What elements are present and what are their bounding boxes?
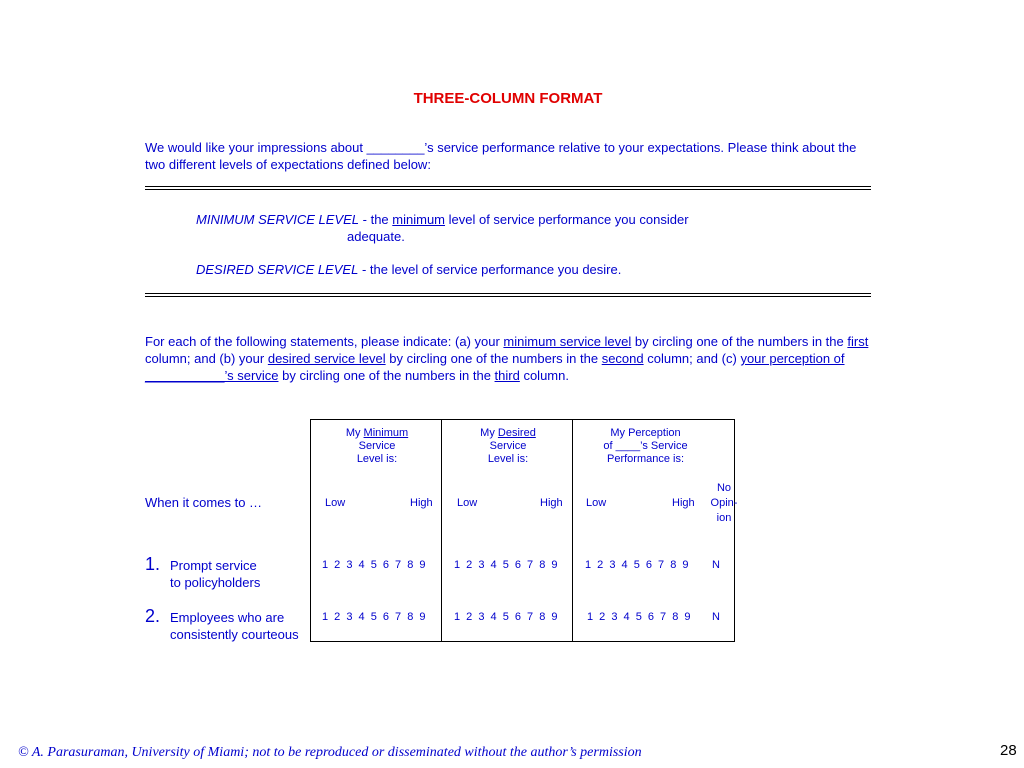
no-opinion-header — [704, 481, 744, 526]
header-minimum — [312, 427, 442, 466]
header-minimum-line2: Service — [358, 440, 396, 452]
minimum-definition — [196, 211, 689, 228]
page-title: THREE-COLUMN FORMAT — [413, 90, 603, 107]
instr-underline: your perception of ___________’s service — [145, 351, 845, 383]
rating-scale-des[interactable]: 1 2 3 4 5 6 7 8 9 — [454, 559, 558, 571]
instructions-paragraph — [145, 333, 875, 384]
copyright-footer: © A. Parasuraman, University of Miami; not to be reproduced or disseminated without the author’s permission — [18, 745, 642, 760]
double-rule-bottom — [145, 293, 871, 297]
low-label-perc: Low — [586, 497, 607, 509]
header-minimum-line1 — [312, 427, 442, 440]
instr-underline: first — [847, 334, 869, 349]
instr-text: by circling one of the numbers in the — [631, 334, 848, 349]
rating-scale-perc[interactable]: 1 2 3 4 5 6 7 8 9 — [585, 559, 689, 571]
no-opinion-line2: Opin- — [710, 497, 738, 509]
instr-underline: third — [494, 368, 520, 383]
item-number: 1. — [145, 554, 161, 574]
page-number: 28 — [1000, 742, 1017, 759]
header-perception — [573, 427, 718, 466]
double-rule-top — [145, 186, 871, 190]
item-text-line1: Employees who are — [170, 610, 285, 625]
low-label-min: Low — [325, 497, 346, 509]
desired-term: DESIRED SERVICE LEVEL — [196, 262, 359, 277]
rating-scale-min[interactable]: 1 2 3 4 5 6 7 8 9 — [322, 559, 426, 571]
item-text-line2: consistently courteous — [170, 627, 299, 642]
instr-text: column; and (b) your — [145, 351, 268, 366]
header-desired-line2: Service — [489, 440, 527, 452]
hdr-underline: Minimum — [363, 427, 409, 439]
high-label-min: High — [410, 497, 433, 509]
no-opinion-line3: ion — [716, 512, 732, 524]
header-perception-line3: Performance is: — [606, 453, 685, 465]
header-perception-line2: of ____’s Service — [603, 440, 688, 452]
instr-text: by circling one of the numbers in the — [385, 351, 602, 366]
hdr-underline: Desired — [497, 427, 536, 439]
desired-definition — [196, 261, 621, 278]
when-label: When it comes to … — [145, 495, 263, 510]
instr-text: For each of the following statements, please indicate: (a) your — [145, 334, 504, 349]
header-desired — [443, 427, 573, 466]
high-label-des: High — [540, 497, 563, 509]
header-desired-line1 — [443, 427, 573, 440]
def-text: - the — [359, 212, 393, 227]
rating-scale-des[interactable]: 1 2 3 4 5 6 7 8 9 — [454, 611, 558, 623]
instr-underline: minimum service level — [503, 334, 632, 349]
instr-text: column. — [519, 368, 569, 383]
hdr-text: My — [480, 427, 498, 439]
intro-paragraph: We would like your impressions about ________’s service performance relative to your expectations. Please think about the two different levels of expectations defined below: — [145, 140, 857, 172]
item-text — [170, 557, 257, 574]
low-label-des: Low — [457, 497, 478, 509]
header-minimum-line3: Level is: — [356, 453, 398, 465]
minimum-definition-cont: adequate. — [347, 229, 405, 244]
item-number: 2. — [145, 606, 161, 626]
item-text-line1: Prompt service — [170, 558, 257, 573]
no-opinion-line1: No — [716, 482, 732, 494]
instr-underline: second — [601, 351, 644, 366]
item-text-line2: to policyholders — [170, 575, 261, 590]
instr-underline: desired service level — [267, 351, 386, 366]
rating-scale-min[interactable]: 1 2 3 4 5 6 7 8 9 — [322, 611, 426, 623]
hdr-text: My — [345, 427, 364, 439]
def-text: level of service performance you consider — [445, 212, 689, 227]
def-underline: minimum — [392, 212, 446, 227]
instr-text: by circling one of the numbers in the — [278, 368, 495, 383]
header-desired-line3: Level is: — [487, 453, 529, 465]
instr-text: column; and (c) — [643, 351, 741, 366]
minimum-term: MINIMUM SERVICE LEVEL — [196, 212, 360, 227]
header-perception-line1: My Perception — [610, 427, 681, 439]
high-label-perc: High — [672, 497, 695, 509]
no-opinion-option[interactable]: N — [712, 611, 720, 623]
no-opinion-option[interactable]: N — [712, 559, 720, 571]
def-text: - the level of service performance you desire. — [358, 262, 622, 277]
rating-scale-perc[interactable]: 1 2 3 4 5 6 7 8 9 — [587, 611, 691, 623]
